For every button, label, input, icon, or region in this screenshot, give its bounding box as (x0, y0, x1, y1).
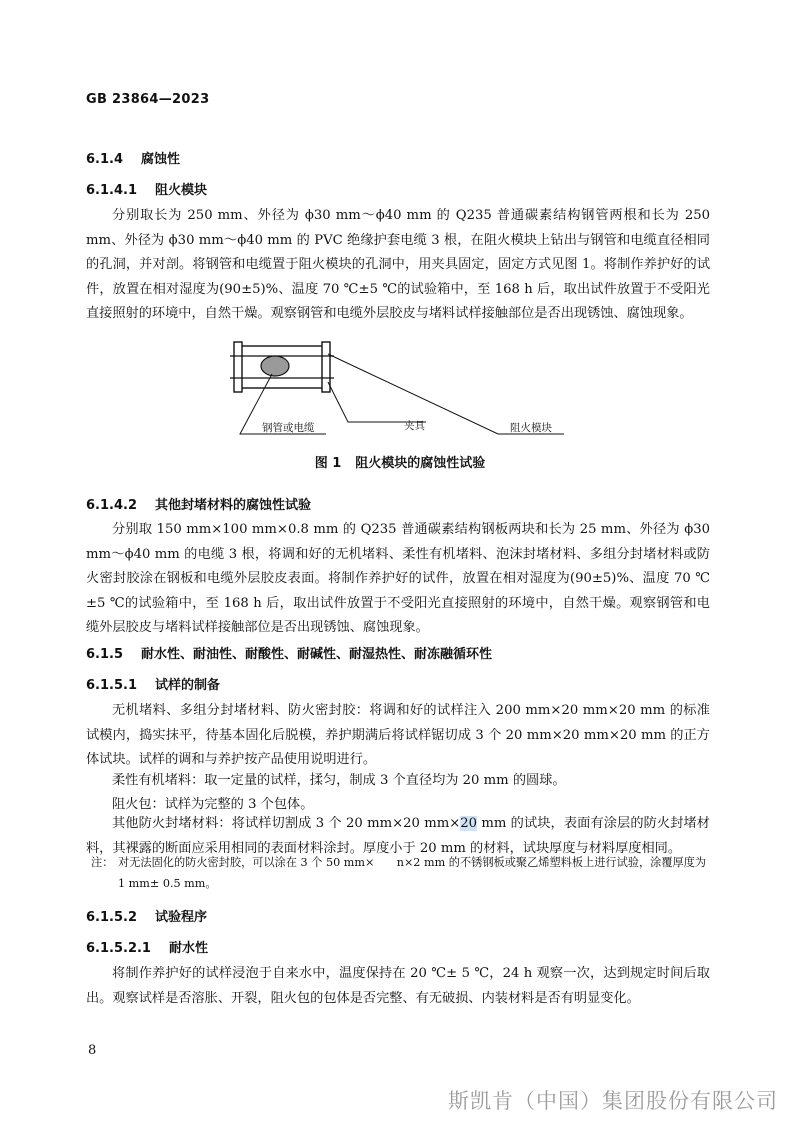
figure-label-clamp: 夹具 (404, 420, 425, 432)
clamp-left (234, 342, 242, 392)
section-number: 6.1.4.2 (86, 498, 137, 513)
section-title: 其他封堵材料的腐蚀性试验 (155, 498, 312, 513)
figure-label-module: 阻火模块 (510, 422, 552, 434)
heading-6-1-4 (86, 148, 180, 167)
section-number: 6.1.4 (86, 152, 124, 167)
note-label: 注： (91, 856, 114, 869)
figure-title: 阻火模块的腐蚀性试验 (355, 456, 486, 471)
paragraph-prep-flexible: 柔性有机堵料：取一定量的试样，揉匀，制成 3 个直径均为 20 mm 的圆球。 (112, 773, 566, 788)
selected-text[interactable]: 20 (460, 816, 478, 831)
section-title: 阻火模块 (155, 183, 208, 198)
company-watermark: 斯凯肯（中国）集团股份有限公司 (448, 1089, 778, 1113)
section-title: 试验程序 (155, 910, 208, 925)
section-number: 6.1.5 (86, 647, 124, 662)
figure-1-diagram (228, 334, 568, 442)
section-number: 6.1.5.1 (86, 678, 137, 693)
figure-1-caption (0, 452, 800, 471)
heading-6-1-5 (86, 643, 492, 662)
text-segment: 其他防火封堵材料：将试样切割成 3 个 20 mm×20 mm× (112, 816, 461, 831)
text-segment: mm 的试块，表面有涂层的防火封堵材料，其裸露的断面应采用相同的表面材料涂封。厚度小于 20 mm 的材料，试块厚度与材料厚度相同。 (86, 816, 710, 856)
paragraph-6-1-4-2: 分别取 150 mm×100 mm×0.8 mm 的 Q235 普通碳素结构钢板两块和长为 25 mm、外径为 ϕ30 mm～ϕ40 mm 的电缆 3 根，将调和好的无机堵料、柔性有机堵料、泡沫封堵材料、多组分封堵材料或防火密封胶涂在钢板和电缆外层胶皮表面。将制作养护好的试件，放置在相对湿度为(90±5)%、温度 70 ℃±5 ℃的试验箱中，至 168 h 后，取出试件放置于不受阳光直接照射的环境中，自然干燥。观察钢管和电缆外层胶皮与堵料试样接触部位是否出现锈蚀、腐蚀现象。 (86, 522, 710, 635)
paragraph-6-1-4-1: 分别取长为 250 mm、外径为 ϕ30 mm～ϕ40 mm 的 Q235 普通碳素结构钢管两根和长为 250 mm、外径为 ϕ30 mm～ϕ40 mm 的 PVC 绝缘护套电缆 3 根，在阻火模块上钻出与钢管和电缆直径相同的孔洞，并对剖。将钢管和电缆置于阻火模块的孔洞中，用夹具固定，固定方式见图 1。将制作养护好的试件，放置在相对湿度为(90±5)%、温度 70 ℃±5 ℃的试验箱中，至 168 h 后，取出试件放置于不受阳光直接照射的环境中，自然干燥。观察钢管和电缆外层胶皮与堵料试样接触部位是否出现锈蚀、腐蚀现象。 (86, 208, 710, 321)
figure-number: 图 1 (314, 456, 342, 471)
heading-6-1-4-1 (86, 179, 207, 198)
pipe-cross-section (261, 356, 289, 376)
paragraph-prep-bag: 阻火包：试样为完整的 3 个包体。 (112, 797, 314, 812)
section-number: 6.1.5.2 (86, 910, 137, 925)
paragraph-water-resistance: 将制作养护好的试样浸泡于自来水中，温度保持在 20 ℃± 5 ℃，24 h 观察一次，达到规定时间后取出。观察试样是否溶胀、开裂，阻火包的包体是否完整、有无破损、内装材料是否有明显变化。 (86, 966, 710, 1006)
heading-6-1-5-2-1 (86, 937, 208, 956)
standard-code: GB 23864—2023 (86, 92, 210, 107)
heading-6-1-5-2 (86, 906, 207, 925)
note-text: 对无法固化的防火密封胶，可以涂在 3 个 50 mm× n×2 mm 的不锈钢板或聚乙烯塑料板上进行试验，涂覆厚度为 1 mm± 0.5 mm。 (118, 856, 707, 890)
figure-label-pipe: 钢管或电缆 (262, 422, 315, 434)
page-number: 8 (88, 1043, 97, 1058)
section-number: 6.1.5.2.1 (86, 941, 151, 956)
note (91, 852, 710, 894)
paragraph-prep-inorganic: 无机堵料、多组分封堵材料、防火密封胶：将调和好的试样注入 200 mm×20 mm×20 mm 的标准试模内，捣实抹平，待基本固化后脱模，养护期满后将试样锯切成 3 个 20 mm×20 mm×20 mm 的正方体试块。试样的调和与养护按产品使用说明进行。 (86, 703, 710, 767)
leader-clamp (328, 382, 426, 422)
heading-6-1-4-2 (86, 494, 311, 513)
section-number: 6.1.4.1 (86, 183, 137, 198)
section-title: 耐水性、耐油性、耐酸性、耐碱性、耐湿热性、耐冻融循环性 (141, 647, 493, 662)
heading-6-1-5-1 (86, 674, 220, 693)
section-title: 试样的制备 (155, 678, 221, 693)
section-title: 耐水性 (168, 941, 208, 956)
section-title: 腐蚀性 (141, 152, 181, 167)
